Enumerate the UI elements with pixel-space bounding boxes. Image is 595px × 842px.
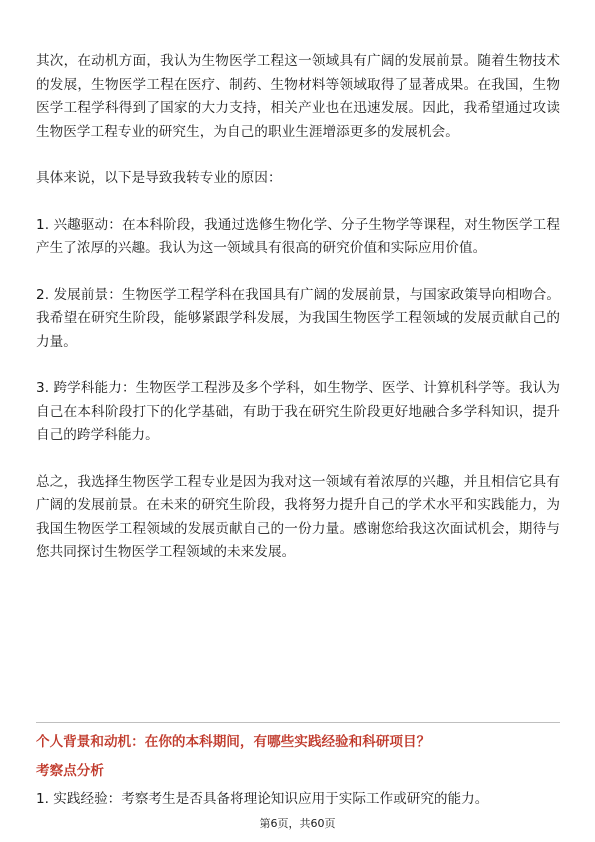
question-heading: 个人背景和动机：在你的本科期间，有哪些实践经验和科研项目？ xyxy=(36,734,431,750)
section-divider xyxy=(36,722,560,723)
paragraph-reason-interdisciplinary: 3. 跨学科能力：生物医学工程涉及多个学科，如生物学、医学、计算机科学等。我认为自己在本科阶段打下的化学基础，有助于我在研究生阶段更好地融合多学科知识，提升自己的跨学科能力。 xyxy=(36,380,560,443)
section-heading: 考察点分析 xyxy=(36,763,104,779)
answer-body xyxy=(36,50,560,588)
analysis-point: 1. 实践经验：考察考生是否具备将理论知识应用于实际工作或研究的能力。 xyxy=(36,791,489,807)
paragraph-conclusion: 总之，我选择生物医学工程专业是因为我对这一领域有着浓厚的兴趣，并且相信它具有广阔的发展前景。在未来的研究生阶段，我将努力提升自己的学术水平和实践能力，为我国生物医学工程领域的发展贡献自己的一份力量。感谢您给我这次面试机会，期待与您共同探讨生物医学工程领域的未来发展。 xyxy=(36,473,560,560)
paragraph-reason-interest: 1. 兴趣驱动：在本科阶段，我通过选修生物化学、分子生物学等课程，对生物医学工程产生了浓厚的兴趣。我认为这一领域具有很高的研究价值和实际应用价值。 xyxy=(36,216,560,256)
paragraph-motivation: 其次，在动机方面，我认为生物医学工程这一领域具有广阔的发展前景。随着生物技术的发展，生物医学工程在医疗、制药、生物材料等领域取得了显著成果。在我国，生物医学工程学科得到了国家的大力支持，相关产业也在迅速发展。因此，我希望通过攻读生物医学工程专业的研究生，为自己的职业生涯增添更多的发展机会。 xyxy=(36,53,560,140)
paragraph-reasons-intro: 具体来说，以下是导致我转专业的原因： xyxy=(36,170,282,186)
page-footer: 第6页，共60页 xyxy=(259,817,336,830)
paragraph-reason-prospect: 2. 发展前景：生物医学工程学科在我国具有广阔的发展前景，与国家政策导向相吻合。我希望在研究生阶段，能够紧跟学科发展，为我国生物医学工程领域的发展贡献自己的力量。 xyxy=(36,286,560,350)
